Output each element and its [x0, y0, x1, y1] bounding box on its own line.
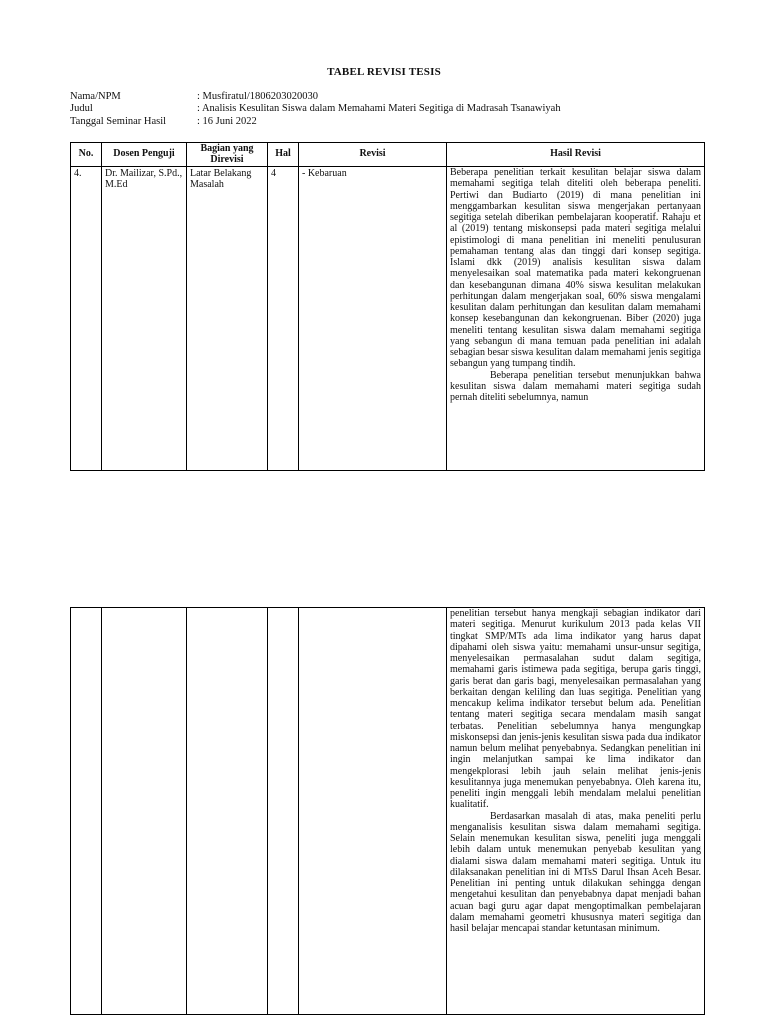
- cell-hal: [268, 608, 299, 1015]
- cell-no: 4.: [71, 167, 102, 471]
- cell-bagian: Latar Belakang Masalah: [187, 167, 268, 471]
- header-dosen: Dosen Penguji: [102, 143, 187, 167]
- cell-dosen: Dr. Mailizar, S.Pd., M.Ed: [102, 167, 187, 471]
- hasil-paragraph: Berdasarkan masalah di atas, maka peneliti perlu menganalisis kesulitan siswa dalam memahami segitiga. Selain menemukan kesulitan siswa, peneliti juga menggali lebih dalam untuk menemukan penyebab kesulitan yang dialami siswa dalam memahami materi segitiga. Untuk itu dilaksanakan penelitian ini di MTsS Darul Ihsan Aceh Besar. Penelitian ini penting untuk dilakukan sehingga dengan mengetahui kesulitan dan penyebabnya dapat menjadi bahan acuan bagi guru agar dapat mengoptimalkan pembelajaran dalam memahami geometri khususnya materi segitiga dan hasil belajar mencapai standar ketuntasan minimum.: [450, 810, 701, 934]
- cell-hasil: [447, 167, 705, 471]
- cell-hasil: [447, 608, 705, 1015]
- meta-value: : Musfiratul/1806203020030: [197, 91, 319, 102]
- meta-value: : 16 Juni 2022: [197, 115, 257, 127]
- meta-row-judul: [70, 103, 561, 115]
- cell-revisi: - Kebaruan: [299, 167, 447, 471]
- table-row: [71, 608, 705, 1015]
- table-header-row: [71, 143, 705, 167]
- hasil-paragraph: penelitian tersebut hanya mengkaji sebagian indikator dari materi segitiga. Menurut kurikulum 2013 pada kelas VII tingkat SMP/MTs ada lima indikator yang harus dapat dipahami oleh siswa yaitu: memahami unsur-unsur segitiga, menyelesaikan permasalahan sudut dalam segitiga, memahami garis istimewa pada segitiga, berupa garis tinggi, garis berat dan garis bagi, menyelesaikan permasalahan yang berkaitan dengan keliling dan luas segitiga. Penelitian yang mencakup kelima indikator tersebut belum ada. Penelitian tentang materi segitiga secara mendalam masih sangat terbatas. Penelitian sebelumnya hanya mengungkap miskonsepsi dan jenis-jenis kesulitan siswa pada dua indikator namun belum melihat penyebabnya. Sedangkan penelitian ini ingin melanjutkan sampai ke lima indikator dan mengekplorasi lebih jauh selain melihat jenis-jenis kesulitannya juga menemukan penyebabnya. Oleh karena itu, peneliti ingin menggali lebih mendalam melalui penelitian kualitatif.: [450, 608, 701, 811]
- hasil-paragraph: Beberapa penelitian tersebut menunjukkan bahwa kesulitan siswa dalam memahami materi segitiga sudah pernah diteliti sebelumnya, namun: [450, 369, 701, 403]
- header-bagian: Bagian yang Direvisi: [187, 143, 268, 167]
- revision-table-page-2: [70, 607, 705, 1015]
- cell-hal: 4: [268, 167, 299, 471]
- cell-dosen: [102, 608, 187, 1015]
- header-revisi: Revisi: [299, 143, 447, 167]
- cell-revisi: [299, 608, 447, 1015]
- meta-label: Judul: [70, 103, 93, 115]
- meta-block: [70, 91, 561, 128]
- table-row: [71, 167, 705, 471]
- meta-label: Tanggal Seminar Hasil: [70, 115, 167, 127]
- document-title: TABEL REVISI TESIS: [327, 66, 441, 78]
- header-hasil: Hasil Revisi: [447, 143, 705, 167]
- cell-bagian: [187, 608, 268, 1015]
- meta-row-tanggal: [70, 116, 561, 128]
- cell-no: [71, 608, 102, 1015]
- revision-table-page-1: [70, 142, 705, 471]
- meta-value: : Analisis Kesulitan Siswa dalam Memahami Materi Segitiga di Madrasah Tsanawiyah: [197, 103, 561, 115]
- hasil-paragraph: Beberapa penelitian terkait kesulitan belajar siswa dalam memahami segitiga telah diteliti oleh beberapa peneliti. Pertiwi dan Budiarto (2019) di mana penelitian ini menggambarkan kesulitan siswa mengerjakan pertanyaan segitiga setelah diberikan pembelajaran kooperatif. Rahaju et al (2019) tentang miskonsepsi pada materi segitiga melalui epistimologi di mana penelitian ini meneliti penulusuran pemahaman tentang alas dan tinggi dari konsep segitiga. Islami dkk (2019) analisis kesulitan siswa dalam menyelesaikan soal matematika pada materi kekongruenan dan kesebangunan dimana 40% siswa kesulitan melakukan perhitungan dalam mengerjakan soal, 60% siswa mengalami kesulitan dalam perhitungan dan kesulitan dalam memahami konsep kesebangunan dan kekongruenan. Biber (2020) juga meneliti tentang kesulitan siswa dalam memahami segitiga yang sebangun di mana temuan pada penelitian ini adalah sebagian besar siswa kesulitan dalam memahami jenis segitiga sebangun yang tumpang tindih.: [450, 167, 701, 370]
- meta-label: Nama/NPM: [70, 91, 121, 102]
- header-no: No.: [71, 143, 102, 167]
- header-hal: Hal: [268, 143, 299, 167]
- meta-row-nama: [70, 91, 561, 103]
